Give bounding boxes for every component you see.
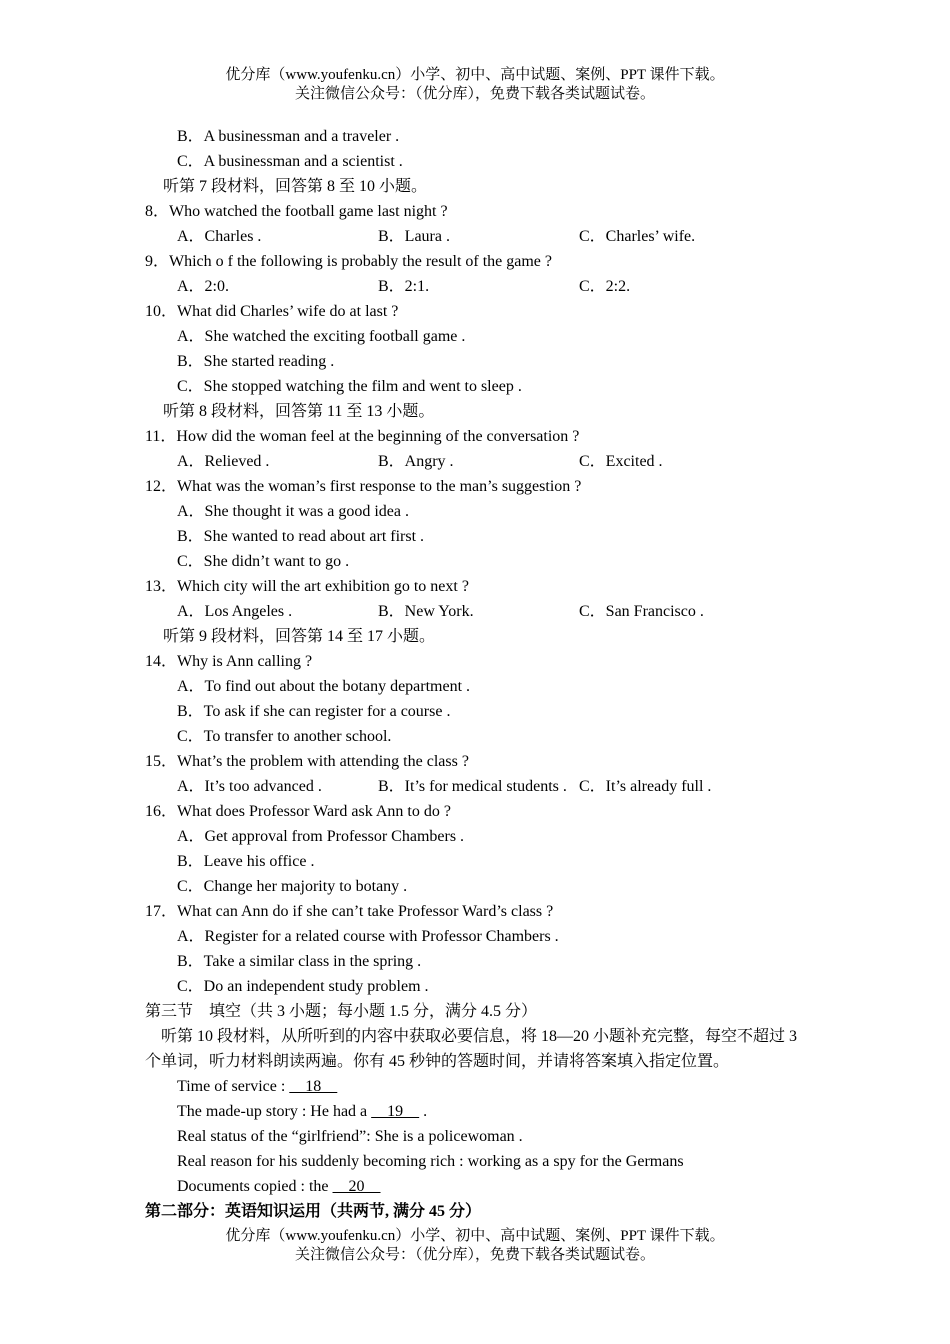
q14-option-a: A．To find out about the botany department . bbox=[177, 678, 471, 695]
q17-option-b: B．Take a similar class in the spring . bbox=[177, 953, 422, 970]
q17-option-a: A．Register for a related course with Professor Chambers . bbox=[177, 928, 559, 945]
footer-line-2: 关注微信公众号：（优分库），免费下载各类试题试卷。 bbox=[294, 1247, 655, 1263]
q11-option-a: A．Relieved . bbox=[177, 453, 270, 470]
q11-stem: 11．How did the woman feel at the beginning of the conversation ? bbox=[145, 428, 580, 445]
q11-option-b: B．Angry . bbox=[378, 453, 454, 470]
fill-reason-line: Real reason for his suddenly becoming rich : working as a spy for the Germans bbox=[177, 1153, 684, 1170]
q8-stem: 8．Who watched the football game last night ? bbox=[145, 203, 448, 220]
q9-stem: 9．Which o f the following is probably the result of the game ? bbox=[145, 253, 553, 270]
header-line-2: 关注微信公众号：（优分库），免费下载各类试题试卷。 bbox=[294, 86, 655, 102]
page-header bbox=[0, 66, 950, 104]
fill-20-label: Documents copied : the bbox=[177, 1178, 333, 1195]
q17-stem: 17．What can Ann do if she can’t take Professor Ward’s class ? bbox=[145, 903, 554, 920]
q13-options bbox=[145, 599, 825, 624]
q11-option-c: C．Excited . bbox=[579, 453, 663, 470]
fill-18-blank: 18 bbox=[289, 1078, 338, 1095]
q12-option-a: A．She thought it was a good idea . bbox=[177, 503, 409, 520]
q8-option-b: B．Laura . bbox=[378, 228, 450, 245]
q12-option-b: B．She wanted to read about art first . bbox=[177, 528, 425, 545]
exam-body bbox=[145, 124, 825, 1224]
q7-option-c: C．A businessman and a scientist . bbox=[177, 153, 403, 170]
section-9-instruction: 听第 9 段材料，回答第 14 至 17 小题。 bbox=[163, 628, 436, 645]
q17-option-c: C．Do an independent study problem . bbox=[177, 978, 429, 995]
q10-option-a: A．She watched the exciting football game . bbox=[177, 328, 466, 345]
q14-option-c: C．To transfer to another school. bbox=[177, 728, 392, 745]
q16-option-a: A．Get approval from Professor Chambers . bbox=[177, 828, 465, 845]
fill-19-label: The made-up story : He had a bbox=[177, 1103, 372, 1120]
q8-option-c: C．Charles’ wife. bbox=[579, 228, 696, 245]
q9-option-a: A．2:0. bbox=[177, 278, 230, 295]
page-footer bbox=[0, 1227, 950, 1265]
q15-option-c: C．It’s already full . bbox=[579, 778, 712, 795]
section-7-instruction: 听第 7 段材料，回答第 8 至 10 小题。 bbox=[163, 178, 428, 195]
q13-option-c: C．San Francisco . bbox=[579, 603, 704, 620]
fill-18-label: Time of service : bbox=[177, 1078, 290, 1095]
q15-options bbox=[145, 774, 825, 799]
q15-stem: 15．What’s the problem with attending the class ? bbox=[145, 753, 469, 770]
fill-20-blank: 20 bbox=[332, 1178, 381, 1195]
header-line-1: 优分库（www.youfenku.cn）小学、初中、高中试题、案例、PPT 课件下载。 bbox=[225, 67, 725, 83]
q8-option-a: A．Charles . bbox=[177, 228, 262, 245]
section-8-instruction: 听第 8 段材料，回答第 11 至 13 小题。 bbox=[163, 403, 435, 420]
q14-option-b: B．To ask if she can register for a course . bbox=[177, 703, 451, 720]
q13-option-b: B．New York. bbox=[378, 603, 474, 620]
q16-option-b: B．Leave his office . bbox=[177, 853, 315, 870]
q9-option-c: C．2:2. bbox=[579, 278, 631, 295]
q15-option-a: A．It’s too advanced . bbox=[177, 778, 322, 795]
q10-option-b: B．She started reading . bbox=[177, 353, 335, 370]
footer-line-1: 优分库（www.youfenku.cn）小学、初中、高中试题、案例、PPT 课件下载。 bbox=[225, 1228, 725, 1244]
fill-19-end: . bbox=[419, 1103, 428, 1120]
q15-option-b: B．It’s for medical students . bbox=[378, 778, 567, 795]
q8-options bbox=[145, 224, 825, 249]
q10-option-c: C．She stopped watching the film and went to sleep . bbox=[177, 378, 522, 395]
part2-title: 第二部分：英语知识运用（共两节, 满分 45 分） bbox=[145, 1203, 482, 1220]
fill-in-20 bbox=[145, 1174, 825, 1199]
q13-option-a: A．Los Angeles . bbox=[177, 603, 293, 620]
q12-option-c: C．She didn’t want to go . bbox=[177, 553, 350, 570]
fill-19-blank: 19 bbox=[371, 1103, 420, 1120]
q7-option-b: B．A businessman and a traveler . bbox=[177, 128, 400, 145]
part3-instruction: 听第 10 段材料，从所听到的内容中获取必要信息，将 18—20 小题补充完整，每空不超过 3 个单词，听力材料朗读两遍。你有 45 秒钟的答题时间，并请将答案填入指定位置。 bbox=[145, 1028, 798, 1070]
q9-option-b: B．2:1. bbox=[378, 278, 430, 295]
fill-status-line: Real status of the “girlfriend”: She is a policewoman . bbox=[177, 1128, 523, 1145]
q16-stem: 16．What does Professor Ward ask Ann to do ? bbox=[145, 803, 451, 820]
q16-option-c: C．Change her majority to botany . bbox=[177, 878, 408, 895]
fill-in-18 bbox=[145, 1074, 825, 1099]
q13-stem: 13．Which city will the art exhibition go to next ? bbox=[145, 578, 469, 595]
part3-title: 第三节 填空（共 3 小题；每小题 1.5 分，满分 4.5 分） bbox=[145, 1003, 538, 1020]
q9-options bbox=[145, 274, 825, 299]
q14-stem: 14．Why is Ann calling ? bbox=[145, 653, 313, 670]
fill-in-19 bbox=[145, 1099, 825, 1124]
q10-stem: 10．What did Charles’ wife do at last ? bbox=[145, 303, 399, 320]
q11-options bbox=[145, 449, 825, 474]
q12-stem: 12．What was the woman’s first response to the man’s suggestion ? bbox=[145, 478, 582, 495]
